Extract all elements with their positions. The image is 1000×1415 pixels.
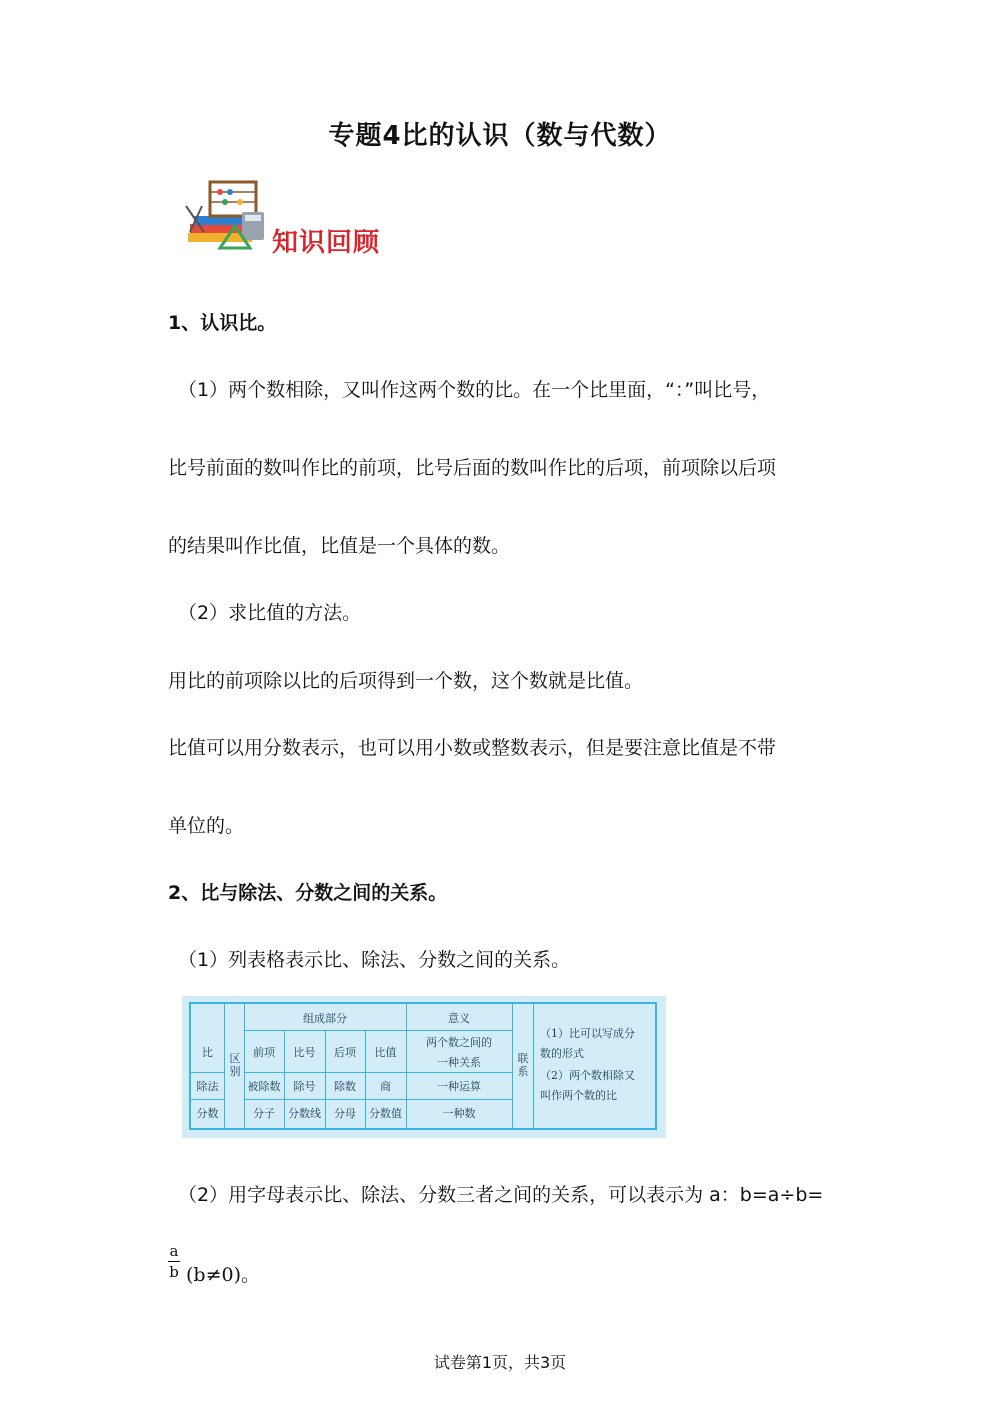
knowledge-review-badge <box>180 176 400 266</box>
cell-fraction-1: 分数线 <box>288 1107 321 1120</box>
badge-label: 知识回顾 <box>272 228 381 258</box>
math-tools-icon <box>180 176 270 256</box>
section1-p1-line2: 比号前面的数叫作比的前项，比号后面的数叫作比的后项，前项除以后项 <box>168 457 777 479</box>
cell-ratio-0: 前项 <box>253 1046 275 1059</box>
section1-p1-line3: 的结果叫作比值，比值是一个具体的数。 <box>168 535 511 557</box>
connect-label: 联系 <box>517 1052 529 1078</box>
cell-division-1: 除号 <box>293 1080 316 1093</box>
cell-ratio-1: 比号 <box>293 1046 316 1059</box>
group-header: 组成部分 <box>303 1012 347 1025</box>
row-name-ratio: 比 <box>202 1046 213 1059</box>
section1-p3: 用比的前项除以比的后项得到一个数，这个数就是比值。 <box>168 670 644 692</box>
row-name-fraction: 分数 <box>196 1107 219 1120</box>
page-footer: 试卷第1页，共3页 <box>433 1353 567 1372</box>
page-title: 专题4比的认识（数与代数） <box>328 121 672 151</box>
cell-ratio-3: 比值 <box>374 1046 397 1059</box>
cell-fraction-3: 分数值 <box>369 1107 402 1120</box>
cell-ratio-2: 后项 <box>334 1046 356 1059</box>
distinguish-label: 区别 <box>229 1052 241 1078</box>
section2-heading: 2、比与除法、分数之间的关系。 <box>168 882 448 904</box>
section1-p4-line2: 单位的。 <box>168 815 245 837</box>
meaning-header: 意义 <box>448 1012 470 1025</box>
section1-p4-line1: 比值可以用分数表示，也可以用小数或整数表示，但是要注意比值是不带 <box>168 737 777 759</box>
fraction-a-over-b <box>168 1243 180 1280</box>
relation-table <box>182 996 666 1138</box>
cell-division-2: 除数 <box>334 1080 356 1093</box>
meaning-ratio-a: 两个数之间的 <box>426 1036 492 1049</box>
meaning-ratio-b: 一种关系 <box>437 1056 481 1069</box>
section1-p2: （2）求比值的方法。 <box>178 602 362 624</box>
note-line-4: 叫作两个数的比 <box>540 1089 617 1102</box>
row-name-division: 除法 <box>196 1080 219 1093</box>
fraction-numerator: a <box>169 1242 179 1260</box>
section2-p2-line1: （2）用字母表示比、除法、分数三者之间的关系，可以表示为 a：b=a÷b= <box>178 1184 824 1206</box>
section1-p1-line1: （1）两个数相除，又叫作这两个数的比。在一个比里面，“：”叫比号， <box>178 379 771 401</box>
meaning-fraction: 一种数 <box>442 1107 476 1120</box>
cell-division-3: 商 <box>380 1080 391 1093</box>
note-line-2: 数的形式 <box>540 1047 584 1060</box>
section1-heading: 1、认识比。 <box>168 312 277 334</box>
cell-division-0: 被除数 <box>247 1080 281 1093</box>
section2-p2-after: (b≠0)。 <box>186 1264 260 1286</box>
note-line-3: （2）两个数相除又 <box>540 1069 635 1082</box>
fraction-denominator: b <box>169 1263 179 1281</box>
meaning-division: 一种运算 <box>437 1080 481 1093</box>
section2-p1: （1）列表格表示比、除法、分数之间的关系。 <box>178 949 571 971</box>
cell-fraction-2: 分母 <box>334 1107 356 1120</box>
cell-fraction-0: 分子 <box>253 1107 275 1120</box>
note-line-1: （1）比可以写成分 <box>540 1027 635 1040</box>
